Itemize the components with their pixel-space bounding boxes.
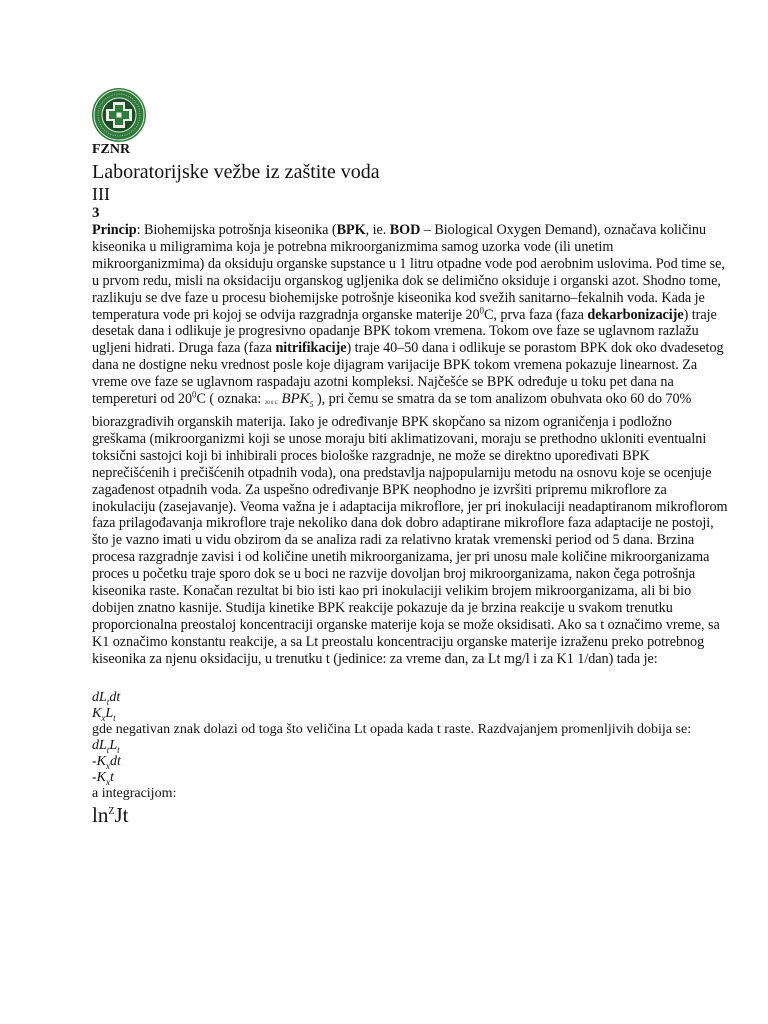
formula-subscript: x bbox=[106, 760, 110, 771]
formula-part: dt bbox=[110, 754, 121, 770]
formula-5 bbox=[92, 770, 728, 786]
section-roman-numeral: III bbox=[92, 184, 110, 204]
bpk5-symbol bbox=[281, 391, 314, 410]
formula-part: -K bbox=[92, 770, 106, 786]
formula-subscript: t bbox=[106, 696, 110, 707]
exercise-number: 3 bbox=[92, 205, 100, 221]
ln-text: ln bbox=[92, 802, 109, 827]
nitrification-term: nitrifikacije bbox=[275, 340, 347, 357]
decarbonization-term: dekarbonizacije bbox=[587, 306, 684, 323]
org-abbreviation: FZNR bbox=[92, 142, 131, 157]
explanation-text: gde negativan znak dolazi od toga što veličina Lt opada kada t raste. Razdvajanjem promenljivih dobija se: bbox=[92, 721, 692, 737]
integration-text: a integracijom: bbox=[92, 786, 177, 802]
text-run: C, prva faza (faza bbox=[484, 306, 588, 323]
ln-rest: Jt bbox=[114, 802, 129, 827]
page-title: Laboratorijske vežbe iz zaštite voda bbox=[92, 161, 380, 183]
formula-subscript: x bbox=[106, 776, 110, 787]
text-run: ) traje 40–50 dana i odlikuje se porastom BPK dok oko dvadesetog dana ne dostigne neku vrednost posle koje dijagram varijacije BPK tokom vremena pokazuje linearnost. Za vreme ove faze se uglavnom raspadaju azotni kompleksi. Najčešće se BPK određuje u toku pet dana na tempereturi od 20 bbox=[92, 340, 724, 408]
bod-bold: BOD bbox=[389, 222, 421, 238]
text-run: , ie. bbox=[365, 222, 390, 238]
ln-formula bbox=[92, 803, 728, 827]
text-run: C ( oznaka: bbox=[196, 391, 265, 408]
text-run: – Biological Oxygen Demand), označava količinu kiseonika u miligramima koja je potrebna mikroorganizmima samog uzorka vode (ili unetim mikroorganizmima) da oksiduju organske supstance u 1 litru otpadne vode pod aerobnim uslovima. Pod time se, u prvom redu, misli na oksidaciju organskog ugljenika dok se delimično oksiduje i organski azot. Shodno tome, razlikuju se dve faze u procesu biohemijske potrošnje kiseonika kod svežih sanitarno–fekalnih voda. Kada je temperatura vode pri kojoj se odvija razgradnja organske materije 20 bbox=[92, 222, 725, 323]
bpk5-text: BPK bbox=[281, 391, 310, 408]
principle-label: Princip bbox=[92, 222, 137, 238]
formula-part: L bbox=[105, 705, 114, 721]
formula-subscript: t bbox=[106, 744, 110, 755]
bpk5-subscript: 5 bbox=[309, 400, 314, 410]
formula-part: dt bbox=[109, 689, 121, 705]
degree-superscript: 0 bbox=[192, 389, 197, 400]
formula-4 bbox=[92, 754, 728, 770]
formula-part: K bbox=[92, 705, 102, 721]
formula-subscript: t bbox=[113, 712, 116, 723]
formula-part: dL bbox=[92, 738, 107, 754]
text-run: ) traje desetak dana i odlikuje je progresivno opadanje BPK tokom vremena. Tokom ove faze se uglavnom razlažu ugljeni hidrati. Druga faza (faza bbox=[92, 306, 717, 357]
principle-paragraph bbox=[92, 222, 728, 668]
tiny-temperature-label: 20 0 C bbox=[264, 401, 278, 407]
degree-superscript: 0 bbox=[479, 304, 484, 315]
formula-part: -K bbox=[92, 754, 106, 770]
formula-subscript: x bbox=[101, 712, 106, 723]
formula-part: L bbox=[109, 738, 118, 754]
formula-2 bbox=[92, 706, 728, 722]
ln-superscript: Z bbox=[108, 805, 115, 817]
formula-3 bbox=[92, 738, 728, 754]
formula-1 bbox=[92, 690, 728, 706]
formula-subscript: t bbox=[117, 744, 120, 755]
faculty-seal-logo bbox=[90, 86, 148, 144]
text-run: : Biohemijska potrošnja kiseonika ( bbox=[136, 222, 337, 238]
document-page bbox=[92, 86, 728, 827]
formula-part: t bbox=[110, 770, 114, 786]
formula-part: dL bbox=[92, 689, 107, 705]
bpk-bold: BPK bbox=[336, 222, 366, 238]
text-run: ), pri čemu se smatra da se tom analizom obuhvata oko 60 do 70% biorazgradivih organskih materija. Iako je određivanje BPK skopčano sa nizom ograničenja i podložno greškama (mikroorganizmi koji se unose moraju biti aklimatizovani, moraju se prethodno ukloniti eventualni toksični sastojci koji bi inhibirali proces biološke razgradnje, ne može se direktno upoređivati BPK neprečišćenih i prečišćenih otpadnih voda), ona predstavlja najpopularniju metodu na osnovu koje se ocenjuje zagađenost otpadnih voda. Za uspešno određivanje BPK neophodno je izvršiti pripremu mikroflore za inokulaciju (zasejavanje). Veoma važna je i adaptacija mikroflore, jer pri inokulaciji neadaptiranom mikroflorom faza prilagođavanja mikroflore traje nekoliko dana dok dobro adaptirane mikroflore faza adaptacije ne postoji, što je vazno imati u vidu obzirom da se analiza radi za relativno kratak vremenski period od 5 dana. Brzina procesa razgradnje zavisi i od količine unetih mikroorganizama, jer pri unosu male količine mikroorganizama proces u početku traje sporo dok se u boci ne razvije dovoljan broj mikroorganizama, nakon čega potrošnja kiseonika raste. Konačan rezultat bi bio isti kao pri inokulaciji velikim brojem mikroorganizama, ali bi bio dobijen znatno kasnije. Studija kinetike BPK reakcije pokazuje da je brzina reakcije u svakom trenutku proporcionalna preostaloj koncentraciji organske materije koja se može oksidisati. Ako sa t označimo vreme, sa K1 označimo konstantu reakcije, a sa Lt preostalu koncentraciju organske materije izraženu preko potrebnog kiseonika za njenu oksidaciju, u trenutku t (jedinice: za vreme dan, za Lt mg/l i za K1 1/dan) tada je: bbox=[92, 391, 728, 667]
